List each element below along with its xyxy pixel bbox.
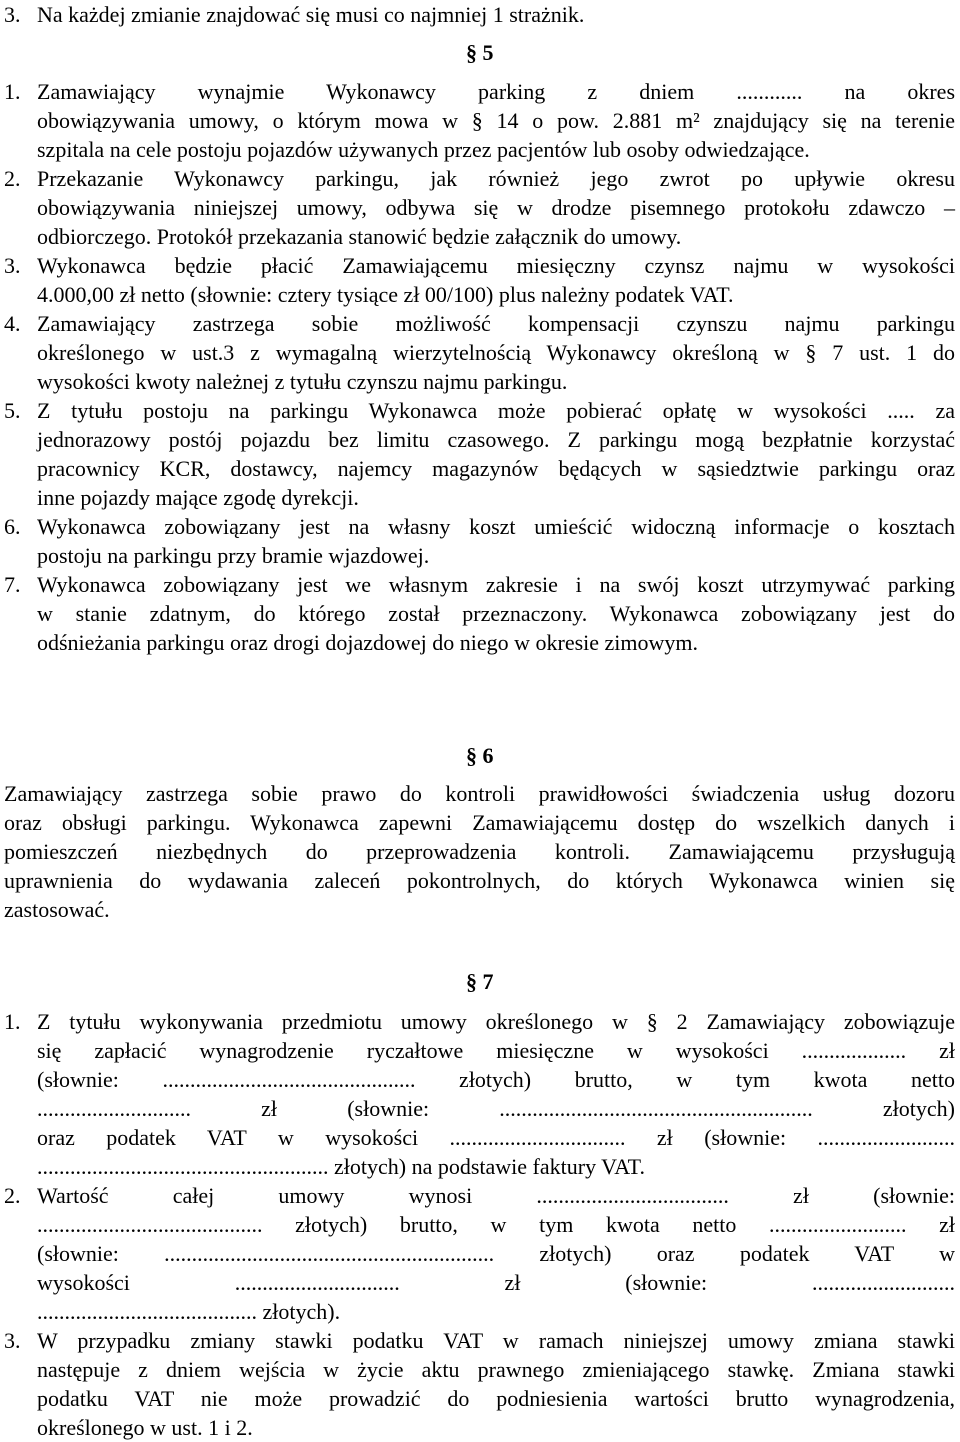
paragraph-text: pomieszczeń niezbędnych do przeprowadzenia kontroli. Zamawiającemu przysługują bbox=[4, 839, 955, 864]
paragraph-text: pracownicy KCR, dostawcy, najemcy magazynów będących w sąsiedztwie parkingu oraz bbox=[37, 456, 955, 481]
paragraph-text: się zapłacić wynagrodzenie ryczałtowe miesięczne w wysokości ................... zł bbox=[37, 1038, 955, 1063]
item-number: 1. bbox=[4, 79, 21, 104]
paragraph-text: Wykonawca będzie płacić Zamawiającemu miesięczny czynsz najmu w wysokości bbox=[37, 253, 955, 278]
item-number: 2. bbox=[4, 166, 21, 191]
paragraph-text: Zamawiający zastrzega sobie prawo do kontroli prawidłowości świadczenia usług dozoru bbox=[4, 781, 955, 806]
item-number: 3. bbox=[4, 253, 21, 278]
item-number: 3. bbox=[4, 1328, 21, 1353]
paragraph-text: Zamawiający zastrzega sobie możliwość kompensacji czynszu najmu parkingu bbox=[37, 311, 955, 336]
paragraph-text: Przekazanie Wykonawcy parkingu, jak również jego zwrot po upływie okresu bbox=[37, 166, 955, 191]
paragraph-text: podatku VAT nie może prowadzić do podniesienia wartości brutto wynagrodzenia, bbox=[37, 1386, 955, 1411]
paragraph-text: Zamawiający wynajmie Wykonawcy parking z dniem ............ na okres bbox=[37, 79, 955, 104]
paragraph-text: zastosować. bbox=[4, 897, 110, 922]
paragraph-text: w stanie zdatnym, do którego został przeznaczony. Wykonawca zobowiązany jest do bbox=[37, 601, 955, 626]
item-number: 5. bbox=[4, 398, 21, 423]
item-number: 6. bbox=[4, 514, 21, 539]
item-number: 1. bbox=[4, 1009, 21, 1034]
section-heading: § 6 bbox=[466, 743, 494, 768]
item-number: 4. bbox=[4, 311, 21, 336]
paragraph-text: (słownie: .............................................. złotych) brutto, w tym kwota netto bbox=[37, 1067, 955, 1092]
paragraph-text: Wartość całej umowy wynosi ................................... zł (słownie: bbox=[37, 1183, 955, 1208]
paragraph-text: oraz podatek VAT w wysokości ................................ zł (słownie: ......................... bbox=[37, 1125, 955, 1150]
item-number: 7. bbox=[4, 572, 21, 597]
paragraph-text: szpitala na cele postoju pojazdów używanych przez pacjentów lub osoby odwiedzające. bbox=[37, 137, 810, 162]
paragraph-text: ......................................... złotych) brutto, w tym kwota netto ......................... zł bbox=[37, 1212, 955, 1237]
paragraph-text: jednorazowy postój pojazdu bez limitu czasowego. Z parkingu mogą bezpłatnie korzystać bbox=[37, 427, 955, 452]
paragraph-text: wysokości .............................. zł (słownie: .......................... bbox=[37, 1270, 955, 1295]
paragraph-text: wysokości kwoty należnej z tytułu czynszu najmu parkingu. bbox=[37, 369, 568, 394]
paragraph-text: następuje z dniem wejścia w życie aktu prawnego zmieniającego stawkę. Zmiana stawki bbox=[37, 1357, 955, 1382]
paragraph-text: 4.000,00 zł netto (słownie: cztery tysiące zł 00/100) plus należny podatek VAT. bbox=[37, 282, 734, 307]
paragraph-text: postoju na parkingu przy bramie wjazdowej. bbox=[37, 543, 430, 568]
paragraph-text: określonego w ust.3 z wymagalną wierzytelnością Wykonawcy określoną w § 7 ust. 1 do bbox=[37, 340, 955, 365]
paragraph-text: określonego w ust. 1 i 2. bbox=[37, 1415, 253, 1440]
paragraph-text: oraz obsługi parkingu. Wykonawca zapewni Zamawiającemu dostęp do wszelkich danych i bbox=[4, 810, 955, 835]
paragraph-text: ..................................................... złotych) na podstawie faktury VAT. bbox=[37, 1154, 645, 1179]
paragraph-text: W przypadku zmiany stawki podatku VAT w ramach niniejszej umowy zmiana stawki bbox=[37, 1328, 955, 1353]
paragraph-text: ........................................ złotych). bbox=[37, 1299, 341, 1324]
item-number: 2. bbox=[4, 1183, 21, 1208]
section-heading: § 7 bbox=[466, 969, 494, 994]
item-number: 3. bbox=[4, 2, 21, 27]
paragraph-text: Z tytułu wykonywania przedmiotu umowy określonego w § 2 Zamawiający zobowiązuje bbox=[37, 1009, 955, 1034]
item-text: Na każdej zmianie znajdować się musi co najmniej 1 strażnik. bbox=[37, 2, 585, 27]
paragraph-text: uprawnienia do wydawania zaleceń pokontrolnych, do których Wykonawca winien się bbox=[4, 868, 955, 893]
paragraph-text: obowiązywania niniejszej umowy, odbywa się w drodze pisemnego protokołu zdawczo – bbox=[37, 195, 955, 220]
paragraph-text: Wykonawca zobowiązany jest na własny koszt umieścić widoczną informacje o kosztach bbox=[37, 514, 955, 539]
paragraph-text: (słownie: ............................................................ złotych) oraz podatek VAT w bbox=[37, 1241, 955, 1266]
paragraph-text: Wykonawca zobowiązany jest we własnym zakresie i na swój koszt utrzymywać parking bbox=[37, 572, 955, 597]
paragraph-text: Z tytułu postoju na parkingu Wykonawca może pobierać opłatę w wysokości ..... za bbox=[37, 398, 955, 423]
paragraph-text: inne pojazdy mające zgodę dyrekcji. bbox=[37, 485, 359, 510]
paragraph-text: ............................ zł (słownie: ......................................................... złotych) bbox=[37, 1096, 955, 1121]
paragraph-text: odbiorczego. Protokół przekazania stanowić będzie załącznik do umowy. bbox=[37, 224, 682, 249]
paragraph-text: obowiązywania umowy, o którym mowa w § 14 o pow. 2.881 m² znajdujący się na terenie bbox=[37, 108, 955, 133]
paragraph-text: odśnieżania parkingu oraz drogi dojazdowej do niego w okresie zimowym. bbox=[37, 630, 699, 655]
section-heading: § 5 bbox=[466, 40, 494, 65]
